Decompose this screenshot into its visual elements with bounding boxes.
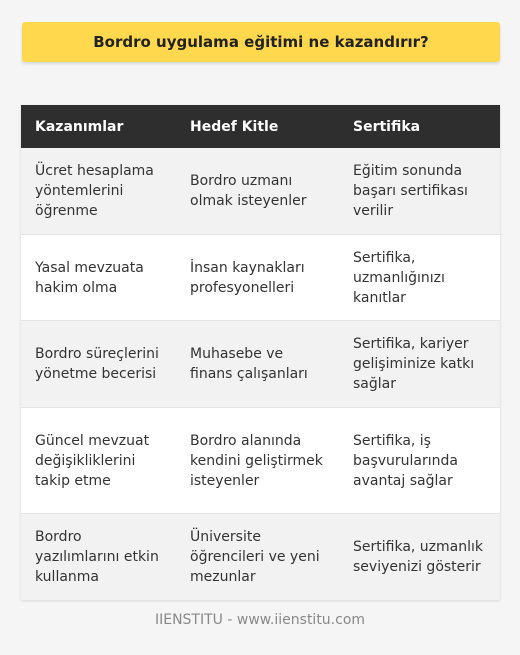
table-header-row (21, 105, 500, 148)
page-title: Bordro uygulama eğitimi ne kazandırır? (22, 22, 500, 62)
footer-credit: IIENSTITU - www.iienstitu.com (154, 612, 366, 628)
column-header-hedef-kitle: Hedef Kitle (190, 118, 279, 135)
table-cell: Sertifika, uzmanlığınızı kanıtlar (353, 249, 445, 306)
column-header-sertifika: Sertifika (353, 118, 421, 135)
table-cell: Bordro süreçlerini yönetme becerisi (35, 346, 159, 382)
table-cell: Güncel mevzuat değişikliklerini takip etme (35, 432, 150, 489)
column-header-kazanimlar: Kazanımlar (35, 118, 124, 135)
table-cell: Eğitim sonunda başarı sertifikası verilir (353, 163, 468, 219)
table-cell: Sertifika, uzmanlık seviyenizi gösterir (353, 539, 483, 575)
table-cell: Muhasebe ve finans çalışanları (190, 346, 308, 382)
table-row (21, 408, 500, 514)
table-cell: Bordro yazılımlarını etkin kullanma (35, 529, 159, 585)
table-row (21, 148, 500, 235)
table-row (21, 235, 500, 321)
table-row (21, 321, 500, 408)
table-cell: Bordro alanında kendini geliştirmek isteyenler (190, 432, 323, 489)
table-cell: Üniversite öğrencileri ve yeni mezunlar (190, 529, 320, 585)
table-cell: Ücret hesaplama yöntemlerini öğrenme (35, 163, 154, 219)
table-cell: Sertifika, iş başvurularında avantaj sağlar (353, 432, 458, 489)
table-cell: Yasal mevzuata hakim olma (35, 259, 144, 296)
comparison-table (21, 105, 500, 600)
table-cell: İnsan kaynakları profesyonelleri (190, 259, 305, 296)
table-row (21, 514, 500, 600)
table-cell: Bordro uzmanı olmak isteyenler (190, 173, 307, 209)
table-cell: Sertifika, kariyer gelişiminize katkı sağlar (353, 336, 475, 392)
